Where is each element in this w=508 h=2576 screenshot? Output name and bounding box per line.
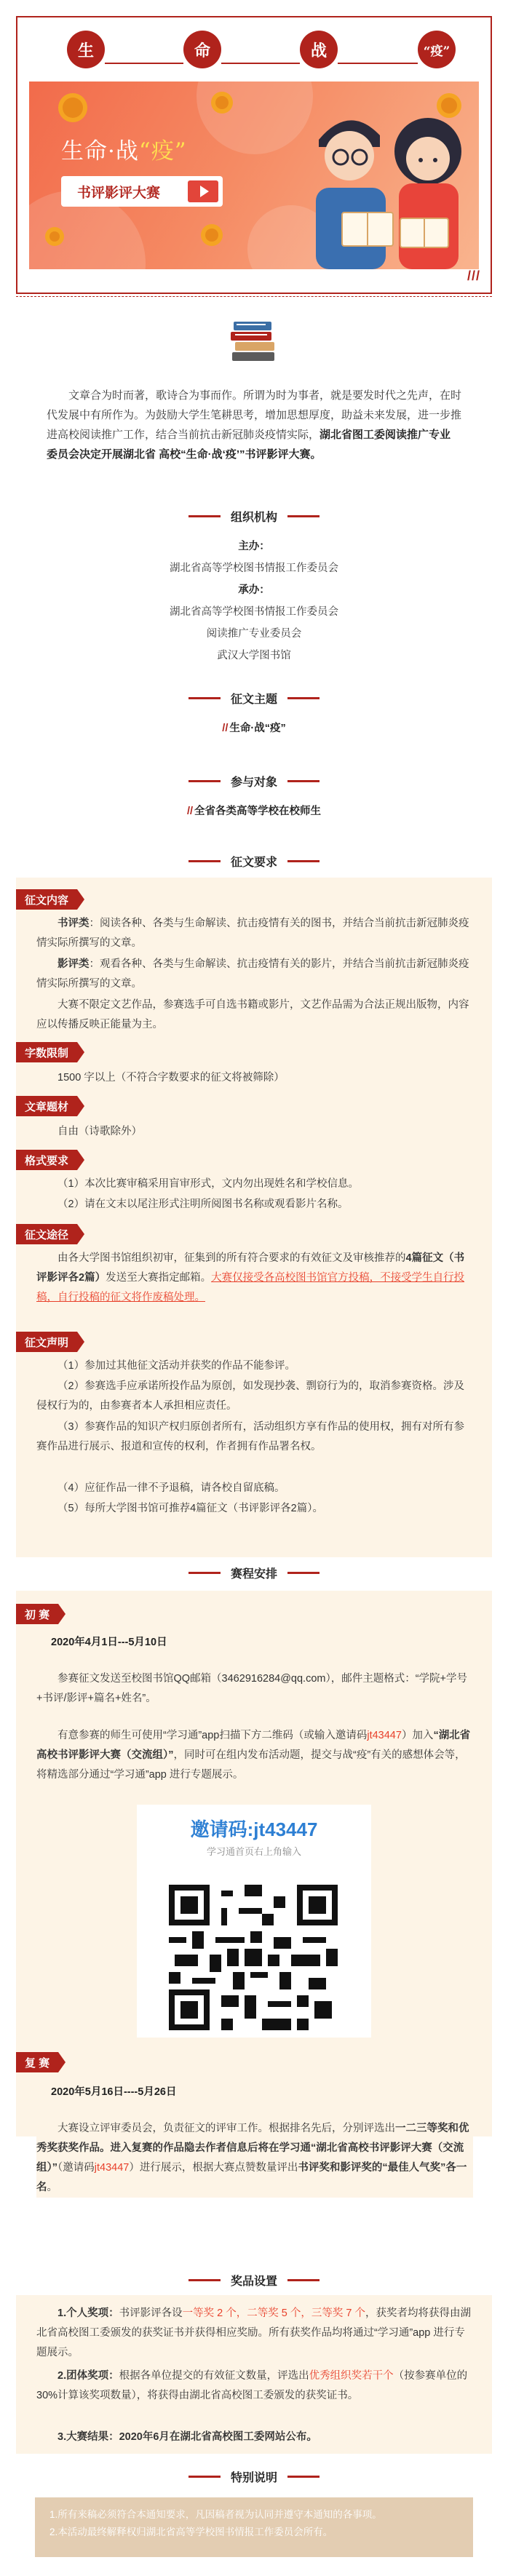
award-result: 3.大赛结果：2020年6月在湖北省高校图工委网站公布。 [57, 2431, 317, 2443]
banner-char: 命 [183, 31, 221, 68]
virus-icon [201, 224, 223, 246]
content-note: 大赛不限定文艺作品，参赛选手可自选书籍或影片，文艺作品需为合法正规出版物，内容应以传播反映正能量为主。 [36, 999, 469, 1030]
preliminary-join-text: 有意参赛的师生可使用“学习通”app扫描下方二维码（或输入邀请码jt43447）加入“湖北省高校书评影评大赛（交流组）”，同时可在组内发布活动题，提交与战“疫”有关的感想体会等，将精选部分通过“学习通”app 进行专题展示。 [36, 1730, 471, 1781]
banner-divider [221, 63, 300, 64]
special-note: 1.所有来稿必须符合本通知要求，凡因稿者视为认同并遵守本通知的各事项。 [49, 2509, 382, 2520]
preliminary-dates: 2020年4月1日---5月10日 [51, 1637, 167, 1648]
label-genre: 文章题材 [16, 1096, 77, 1116]
book-review-text: 书评类：阅读各种、各类与生命解读、抗击疫情有关的图书，并结合当前抗击新冠肺炎疫情实际所撰写的文章。 [36, 918, 469, 949]
label-route: 征文途径 [16, 1224, 77, 1244]
label-preliminary: 初 赛 [16, 1604, 58, 1624]
host-name: 湖北省高等学校图书情报工作委员会 [170, 562, 338, 574]
banner-illustration [29, 82, 479, 269]
statement-item: （1）参加过其他征文活动并获奖的作品不能参评。 [57, 1360, 296, 1372]
banner-char: 战 [300, 31, 338, 68]
play-icon [188, 180, 218, 202]
qr-code-icon[interactable] [169, 1885, 338, 2030]
film-review-text: 影评类：观看各种、各类与生命解读、抗击疫情有关的影片，并结合当前抗击新冠肺炎疫情实际所撰写的文章。 [36, 958, 469, 990]
qr-invite-code: 邀请码:jt43447 [190, 1818, 318, 1840]
word-limit-text: 1500 字以上（不符合字数要求的征文将被筛除） [57, 1072, 285, 1084]
banner-char: “疫” [418, 31, 456, 68]
preliminary-text: 参赛征文发送至校图书馆QQ邮箱（3462916284@qq.com），邮件主题格式：“学院+学号+书评/影评+篇名+姓名”。 [36, 1673, 468, 1704]
undertake-name: 武汉大学图书馆 [217, 650, 291, 661]
label-content: 征文内容 [16, 889, 77, 910]
label-word-limit: 字数限制 [16, 1042, 77, 1062]
statement-item: （2）参赛选手应承诺所投作品为原创，如发现抄袭、剽窃行为的，取消参赛资格。涉及侵权行为的，由参赛者本人承担相应责任。 [36, 1380, 465, 1412]
genre-text: 自由（诗歌除外） [57, 1126, 142, 1137]
books-icon [229, 319, 280, 365]
undertake-label: 承办： [238, 584, 270, 596]
special-notes [35, 2497, 473, 2557]
intro-paragraph: 文章合为时而著，歌诗合为事而作。所谓为时为事者，就是要发时代之先声，在时代发展中有所作为。为鼓励大学生笔耕思考，增加思想厚度，助益未来发展，进一步推进高校阅读推广工作，结合当前抗击新冠肺炎疫情实际，湖北省图工委阅读推广专业委员会决定开展湖北省 高校“生命·战‘疫’”书评影评大赛。 [47, 389, 462, 461]
banner-subtitle: 书评影评大赛 [77, 185, 161, 201]
statement-item: （4）应征作品一律不予退稿，请各校自留底稿。 [57, 1482, 285, 1494]
section-heading-special: 特别说明 [0, 2468, 508, 2485]
theme-text: // 生命·战“疫” [222, 723, 286, 734]
rematch-dates: 2020年5月16日----5月26日 [51, 2086, 177, 2098]
undertake-name: 湖北省高等学校图书情报工作委员会 [170, 606, 338, 618]
section-heading-awards: 奖品设置 [0, 2272, 508, 2289]
banner-title: 生命·战“疫” [61, 138, 187, 164]
statement-item: （5）每所大学图书馆可推荐4篇征文（书评影评各2篇）。 [57, 1503, 323, 1514]
rematch-text: 大赛设立评审委员会，负责征文的评审工作。根据排名先后，分别评选出一二三等奖和优秀奖获奖作品。进入复赛的作品隐去作者信息后将在学习通“湖北省高校书评影评大赛（交流组）”（邀请码jt43447）进行展示，根据大赛点赞数量评出书评奖和影评奖的“最佳人气奖”各一名。 [36, 2119, 473, 2198]
banner-title-chars [17, 31, 491, 71]
section-heading-theme: 征文主题 [0, 690, 508, 707]
banner-subtitle-pill [61, 176, 223, 207]
section-heading-audience: 参与对象 [0, 773, 508, 790]
route-text: 由各大学图书馆组织初审，征集到的所有符合要求的有效征文及审核推荐的4篇征文（书评影评各2篇）发送至大赛指定邮箱。大赛仅接受各高校图书馆官方投稿，不接受学生自行投稿，自行投稿的征文将作废稿处理。 [36, 1252, 465, 1303]
label-format: 格式要求 [16, 1150, 77, 1170]
host-label: 主办： [238, 541, 270, 552]
section-heading-requirements: 征文要求 [0, 853, 508, 870]
section-heading-schedule: 赛程安排 [0, 1565, 508, 1581]
virus-icon [58, 93, 87, 122]
banner-char: 生 [67, 31, 105, 68]
statement-item: （3）参赛作品的知识产权归原创者所有，活动组织方享有作品的使用权，拥有对所有参 赛作品进行展示、报道和宣传的权利，作者拥有作品署名权。 [36, 1421, 465, 1452]
virus-icon [45, 227, 64, 246]
section-heading-org: 组织机构 [0, 508, 508, 525]
qr-hint: 学习通首页右上角输入 [206, 1846, 301, 1857]
banner [16, 16, 492, 294]
students-reading-illustration [298, 89, 479, 269]
label-statement: 征文声明 [16, 1332, 77, 1352]
label-rematch: 复 赛 [16, 2052, 58, 2072]
banner-slashes: /// [467, 269, 480, 283]
virus-icon [211, 92, 233, 114]
banner-divider [338, 63, 418, 64]
special-note: 2.本活动最终解释权归湖北省高等学校图书情报工作委员会所有。 [49, 2527, 333, 2537]
format-item: （1）本次比赛审稿采用盲审形式，文内勿出现姓名和学校信息。 [57, 1178, 360, 1190]
award-team: 2.团体奖项：根据各单位提交的有效征文数量，评选出优秀组织奖若干个（按参赛单位的30%计算该奖项数量），将获得由湖北省高校图工委颁发的获奖证书。 [36, 2370, 468, 2401]
banner-divider [105, 63, 183, 64]
format-item: （2）请在文末以尾注形式注明所阅图书名称或观看影片名称。 [57, 1198, 349, 1210]
award-individual: 1.个人奖项：书评影评各设一等奖 2 个，二等奖 5 个，三等奖 7 个，获奖者均将获得由湖北省高校图工委颁发的获奖证书并获得相应奖励。所有获奖作品均将通过“学习通”app 进行专题展示。 [36, 2307, 471, 2358]
audience-text: // 全省各类高等学校在校师生 [186, 806, 322, 817]
divider [16, 294, 492, 297]
undertake-name: 阅读推广专业委员会 [206, 628, 302, 640]
